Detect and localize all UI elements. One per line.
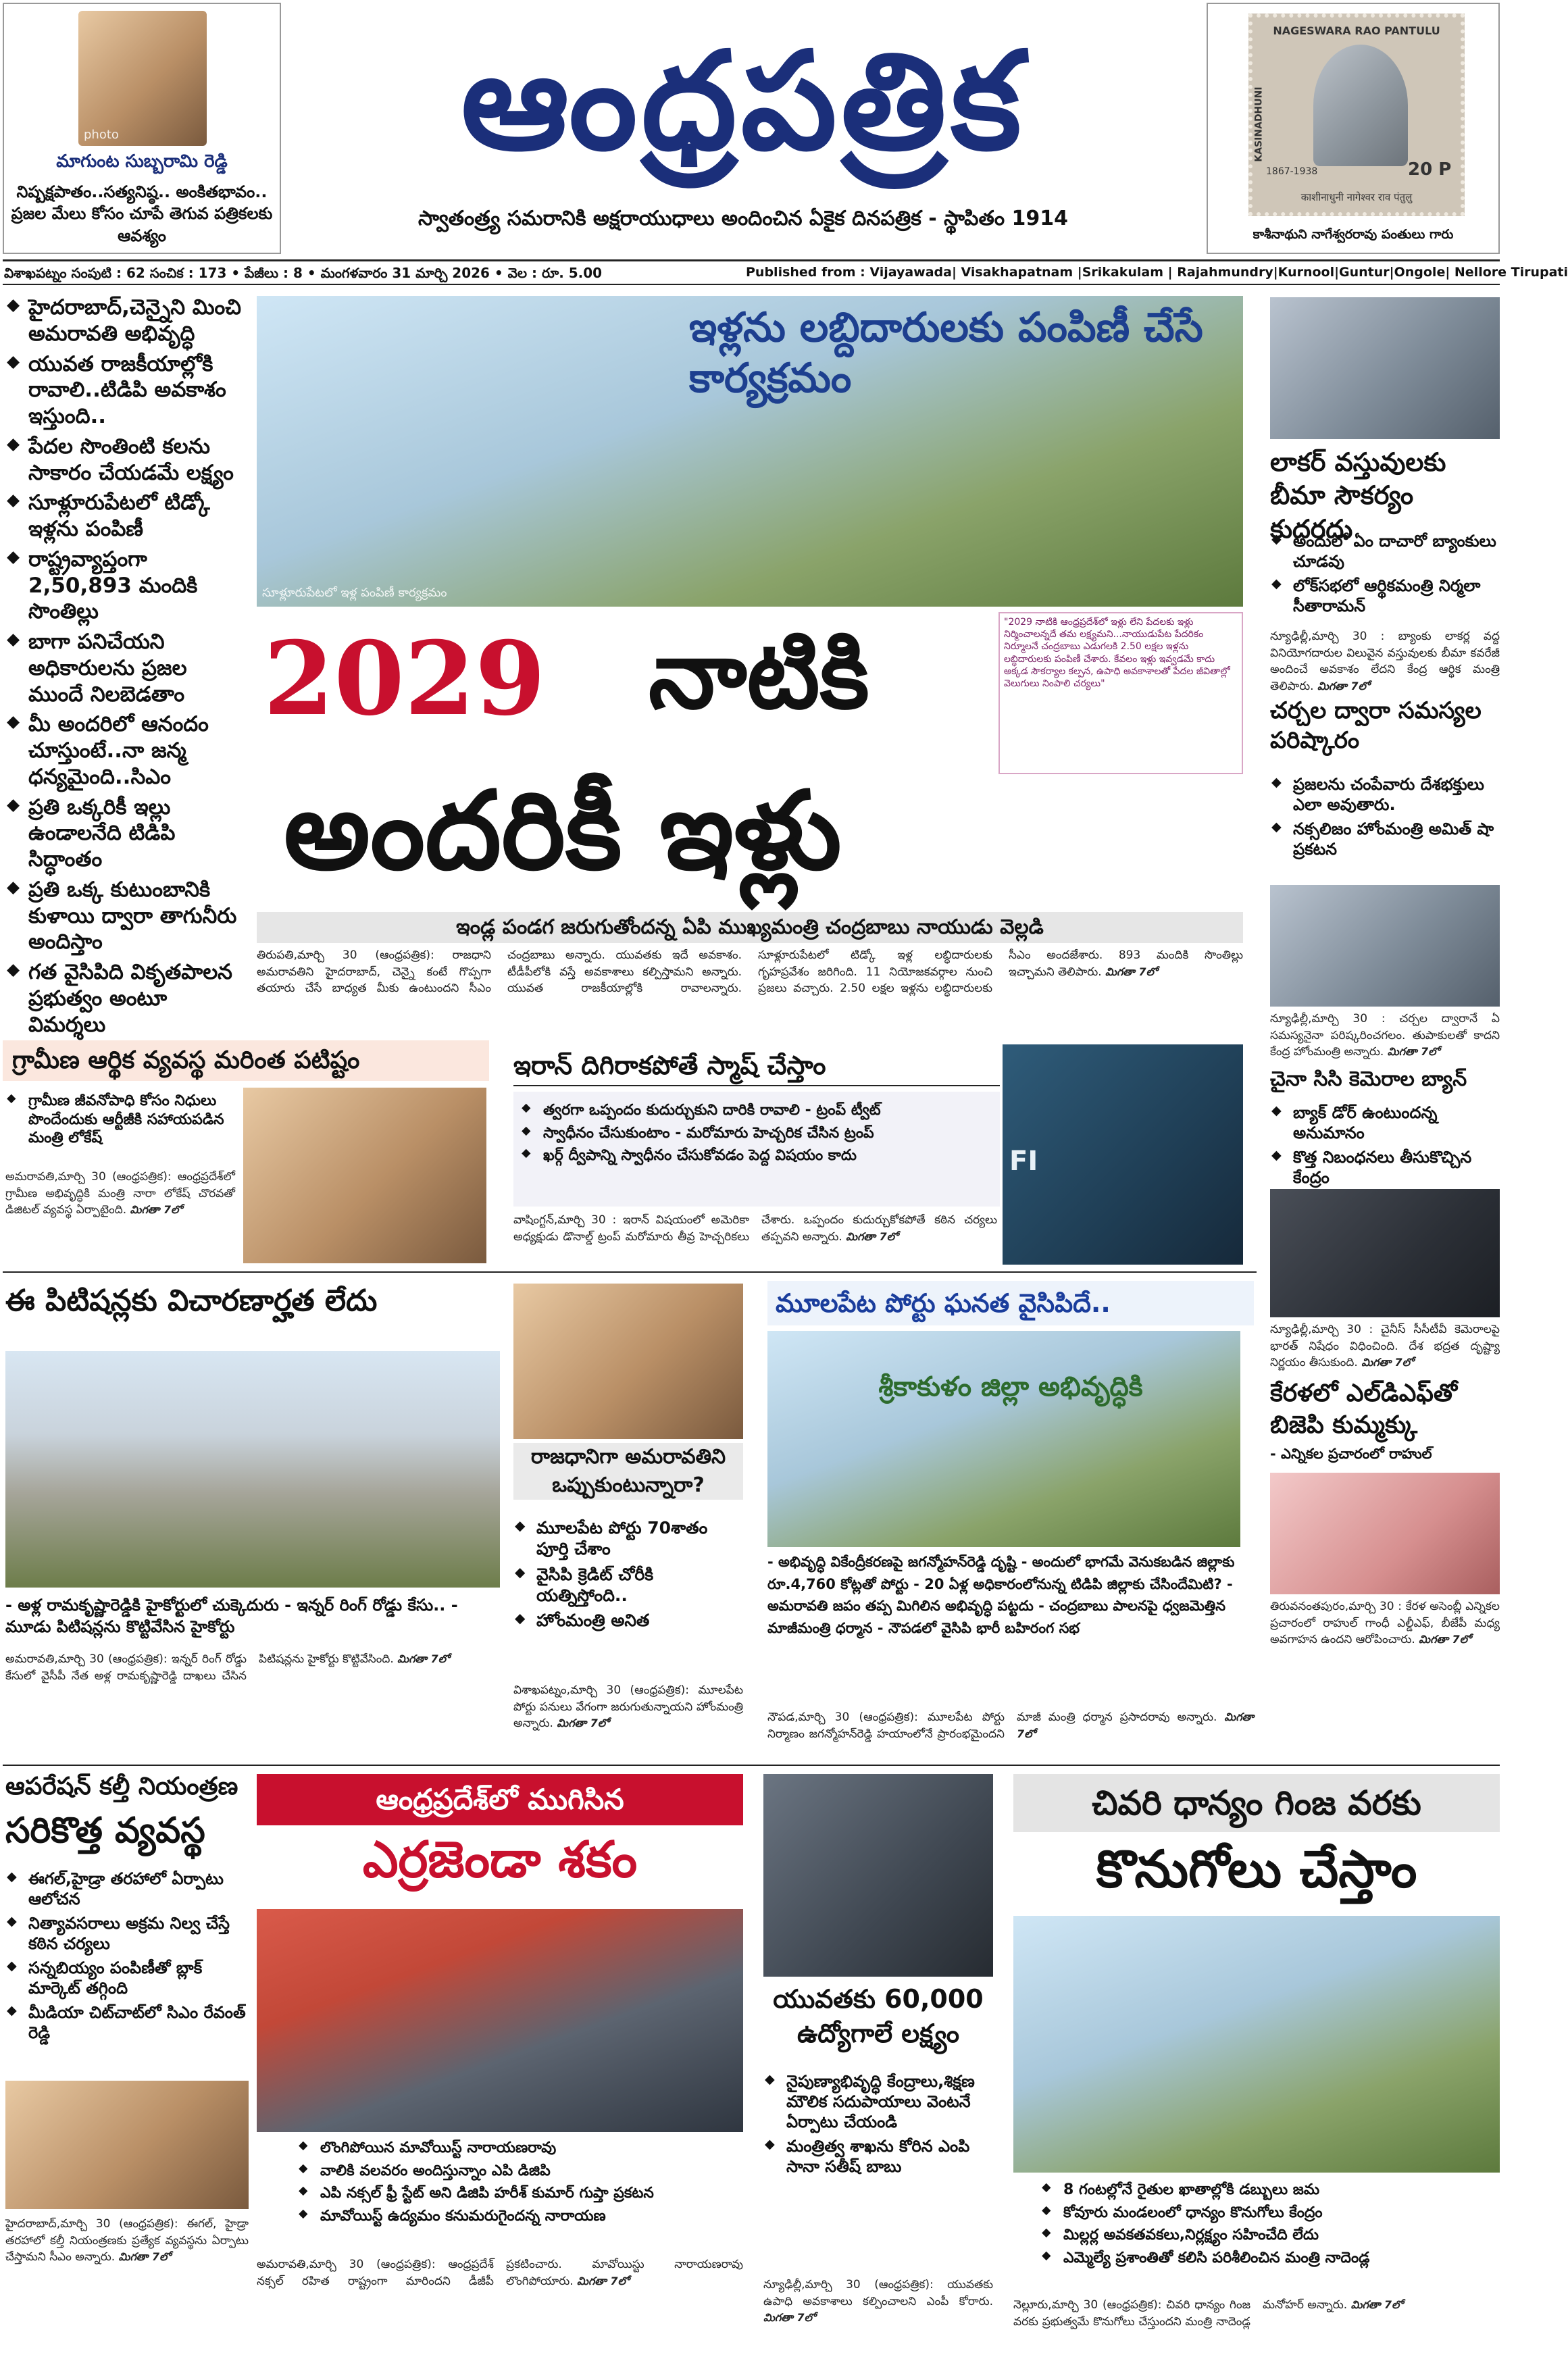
list-item: ◆ ఈగల్,హైడ్రా తరహాలో ఏర్పాటు ఆలోచన	[5, 1869, 249, 1909]
trump-body-text: వాషింగ్టన్,మార్చి 30 : ఇరాన్ విషయంలో అమెరికా అధ్యక్షుడు డొనాల్డ్ ట్రంప్ మరోమారు తీవ్ర హెచ్చరికలు చేశారు. ఒప్పందం కుదుర్చుకోకపోతే కఠిన చర్యలు తప్పవని అన్నారు.	[513, 1213, 997, 1244]
cctv-photo	[1270, 1189, 1500, 1317]
ganja-headline2: సరికొత్త వ్యవస్థ	[5, 1810, 205, 1851]
list-item: ◆ గ్రామీణ జీవనోపాధి కోసం నిధులు పొందేందుకు ఆర్టీజీకి సహాయపడిన మంత్రి లోకేష్	[5, 1092, 235, 1148]
jobs-list	[763, 2067, 993, 2181]
naxal-list	[297, 2135, 743, 2229]
list-item: ◆ యువత రాజకీయాల్లోకి రావాలి..టిడిపి అవకాశం ఇస్తుంది..	[5, 351, 249, 430]
lokesh-list	[5, 1088, 235, 1152]
list-item: ◆ గత వైసిపిది వికృతపాలన ప్రభుత్వం అంటూ విమర్శలు	[5, 959, 249, 1038]
port-more: మిగతా 7లో	[1017, 1710, 1255, 1740]
right-more2: మిగతా 7లో	[1387, 1045, 1440, 1059]
petition-body	[5, 1651, 500, 1759]
list-item: ◆ నైపుణ్యాభివృద్ధి కేంద్రాలు,శిక్షణ మౌలిక సదుపాయాలు వెంటనే ఏర్పాటు చేయండి	[763, 2071, 993, 2132]
postage-stamp	[1248, 14, 1465, 216]
trump-body	[513, 1212, 997, 1265]
ganja-list	[5, 1865, 249, 2047]
ganja-headline1: ఆపరేషన్ కల్తీ నియంత్రణ	[5, 1773, 238, 1800]
list-item: ◆ హోంమంత్రి అనిత	[513, 1610, 743, 1631]
right-list3	[1270, 1098, 1500, 1192]
right-sub4: - ఎన్నికల ప్రచారంలో రాహుల్	[1270, 1446, 1432, 1462]
grain-body	[1013, 2297, 1500, 2351]
petition-body-text: అమరావతి,మార్చి 30 (ఆంధ్రపత్రిక): ఇన్నర్ రింగ్ రోడ్డు కేసులో వైసీపీ నేత అళ్ల రామకృష్ణారెడ్డి దాఖలు చేసిన పిటిషన్లను హైకోర్టు కొట్టివేసింది.	[5, 1652, 394, 1683]
anitha-list	[513, 1513, 743, 1635]
port-banner: శ్రీకాకుళం జిల్లా అభివృద్ధికి	[878, 1371, 1143, 1402]
trump-photo	[1003, 1044, 1243, 1265]
lead-body-text: తిరుపతి,మార్చి 30 (ఆంధ్రపత్రిక): రాజధాని అమరావతిని హైదరాబాద్, చెన్నై కంటే గొప్పగా తయారు చేసే బాధ్యత మీకు ఉంటుందని సీఎం చంద్రబాబు అన్నారు. యువతకు ఇదే అవకాశం. టీడీపీలోకి వస్తే అవకాశాలు కల్పిస్తామని అన్నారు. యువత రాజకీయాల్లోకి రావాలన్నారు. సూళ్లూరుపేటలో టిడ్కో ఇళ్ల లబ్ధిదారులకు గృహప్రవేశం జరిగింది. 11 నియోజకవర్గాల నుంచి ప్రజలు వచ్చారు. 2.50 లక్షల ఇళ్లను లబ్ధిదారులకు సీఎం అందజేశారు. 893 మందికి సొంతిల్లు ఇచ్చామని తెలిపారు.	[257, 948, 1243, 996]
port-body-text: నౌపడ,మార్చి 30 (ఆంధ్రపత్రిక): మూలపేట పోర్టు నిర్మాణం జగన్మోహన్‌రెడ్డి హయాంలోనే ప్రారంభమైందని మాజీ మంత్రి ధర్మాన ప్రసాదరావు అన్నారు.	[767, 1710, 1217, 1741]
stamp-top: NAGESWARA RAO PANTULU	[1273, 24, 1440, 37]
right-head1: లాకర్ వస్తువులకు బీమా సౌకర్యం కుదరదు	[1270, 447, 1446, 544]
list-item: ◆ ఎపి నక్సల్ ఫ్రీ స్టేట్ అని డిజిపి హరీశ్ కుమార్ గుప్తా ప్రకటన	[297, 2184, 743, 2203]
list-item: ◆ రాష్ట్రవ్యాప్తంగా 2,50,893 మందికి సొంతిల్లు	[5, 547, 249, 625]
right-head2: చర్చల ద్వారా సమస్యల పరిష్కారం	[1270, 697, 1482, 755]
list-item: ◆ వాలికి వలవరం అందిస్తున్నాం ఎపి డిజిపి	[297, 2162, 743, 2181]
list-item: ◆ మావోయిస్ట్ ఉద్యమం కనుమరుగైందన్న నారాయణ	[297, 2207, 743, 2226]
port-lines: - అభివృద్ధి వికేంద్రీకరణపై జగన్మోహన్‌రెడ్డి దృష్టి - అందులో భాగమే వెనుకబడిన జిల్లాకు రూ.4,760 కోట్లతో పోర్టు - 20 ఏళ్ల అధికారంలోనున్న టిడిపి జిల్లాకు చేసిందేమిటి? - అమరావతి జపం తప్ప మిగిలిన అభివృద్ధి పట్టదు - చంద్రబాబు పాలనపై ధ్వజమెత్తిన మాజీమంత్రి ధర్మాన - నౌపడలో వైసిపి భారీ బహిరంగ సభ	[767, 1554, 1235, 1636]
anitha-photo	[513, 1284, 743, 1439]
masthead-tagline: స్వాతంత్ర్య సమరానికి అక్షరాయుధాలు అందించిన ఏకైక దినపత్రిక - స్థాపితం 1914	[418, 207, 1068, 230]
lead-quote: "2029 నాటికి ఆంధ్రప్రదేశ్‌లో ఇళ్లు లేని పేదలకు ఇళ్లు నిర్మించాలన్నదే తమ లక్ష్యమని...నాయుడుపేట పేదరికం నిర్మూలనే చంద్రబాబు ఎడుగలకి 2.50 లక్షల ఇళ్లను లబ్ధిదారులకు పంపిణీ చేశారు. కేవలం ఇళ్లు ఇవ్వడమే కాదు అక్కడ సౌకర్యాల కల్పన, ఉపాధి అవకాశాలతో పేదల జీవితాల్లో వెలుగులు నింపాలి చర్యలు"	[1004, 617, 1230, 689]
ganja-more: మిగతా 7లో	[118, 2250, 171, 2264]
list-item: ◆ ప్రతి ఒక్క కుటుంబానికి కుళాయి ద్వారా తాగునీరు అందిస్తాం	[5, 877, 249, 955]
stamp-caption: కాశీనాథుని నాగేశ్వరరావు పంతులు గారు	[1253, 227, 1454, 242]
photo-label: photo	[84, 128, 119, 142]
dateline-left: విశాఖపట్నం సంపుటి : 62 సంచిక : 173 • పేజీలు : 8 • మంగళవారం 31 మార్చి 2026 • వెల : రూ. 5.00	[4, 265, 603, 281]
list-item: ◆ నిత్యావసరాలు అక్రమ నిల్వ చేస్తే కఠిన చర్యలు	[5, 1913, 249, 1954]
naxal-photo	[257, 1909, 743, 2132]
masthead-title: ఆంధ్రపత్రిక	[461, 22, 1026, 180]
list-item: ◆ మిల్లర్ల అవకతవకలు,నిర్లక్ష్యం సహించేది లేదు	[1040, 2226, 1500, 2245]
right-body4	[1270, 1598, 1500, 1659]
list-item: ◆ లొంగిపోయిన మావోయిస్ట్ నారాయణరావు	[297, 2139, 743, 2158]
right-more4: మిగతా 7లో	[1419, 1633, 1471, 1646]
list-item: ◆ మీడియా చిట్‌చాట్‌లో సిఎం రేవంత్ రెడ్డి	[5, 2002, 249, 2043]
lokesh-body	[5, 1169, 235, 1270]
lead-photo-caption: సూళ్లూరుపేటలో ఇళ్ల పంపిణీ కార్యక్రమం	[262, 586, 447, 600]
jobs-body	[763, 2277, 993, 2351]
ganja-body-text: హైదరాబాద్,మార్చి 30 (ఆంధ్రపత్రిక): ఈగల్, హైడ్రా తరహాలో కల్తీ నియంత్రణకు ప్రత్యేక వ్యవస్థను ఏర్పాటు చేస్తామని సీఎం అన్నారు.	[5, 2217, 249, 2264]
right-head3: చైనా సిసి కెమెరాల బ్యాన్	[1270, 1067, 1467, 1091]
amit-shah-photo	[1270, 885, 1500, 1007]
anitha-more: మిగతా 7లో	[557, 1717, 609, 1730]
lokesh-photo	[243, 1088, 486, 1263]
right-head4: కేరళలో ఎల్‌డిఎఫ్‌తో బిజెపి కుమ్మక్కు	[1270, 1379, 1458, 1439]
list-item: ◆ నక్సలిజం హోంమంత్రి అమిత్ షా ప్రకటన	[1270, 819, 1500, 859]
masthead-left-box	[3, 3, 281, 254]
founder-name: మాగుంట సుబ్బరామి రెడ్డి	[56, 151, 228, 172]
stamp-portrait	[1313, 45, 1408, 166]
trump-list-box	[513, 1092, 1000, 1207]
lead-word2: అందరికీ ఇళ్లు	[284, 767, 842, 894]
lead-body	[257, 947, 1243, 1034]
stamp-years: 1867-1938	[1266, 166, 1318, 177]
list-item: ◆ బాగా పనిచేయని అధికారులను ప్రజల ముందే నిలబెడతాం	[5, 629, 249, 707]
founder-photo	[78, 11, 207, 146]
dateline-right: Published from : Vijayawada| Visakhapatnam |Srikakulam | Rajahmundry|Kurnool|Guntur|Ongole| Nellore Tirupati	[746, 265, 1568, 280]
grain-headline1: చివరి ధాన్యం గింజ వరకు	[1013, 1774, 1500, 1832]
lead-quote-box	[998, 612, 1243, 774]
naxal-kicker: ఆంధ్రప్రదేశ్‌లో ముగిసిన	[257, 1774, 743, 1825]
right-column	[1270, 290, 1500, 1804]
lead-subhead: ఇండ్ల పండగ జరుగుతోందన్న ఏపి ముఖ్యమంత్రి చంద్రబాబు నాయుడు వెల్లడి	[257, 912, 1243, 943]
list-item: ◆ ప్రజలను చంపేవారు దేశభక్తులు ఎలా అవుతారు.	[1270, 774, 1500, 815]
naxal-more: మిగతా 7లో	[577, 2274, 629, 2287]
lead-word1: నాటికి	[649, 620, 869, 730]
jobs-headline: యువతకు 60,000 ఉద్యోగాలే లక్ష్యం	[773, 1984, 984, 2049]
lead-more: మిగతా 7లో	[1105, 965, 1157, 978]
list-item: ◆ ఎమ్మెల్యే ప్రశాంతితో కలిసి పరిశీలించిన మంత్రి నాదెండ్ల	[1040, 2249, 1500, 2268]
grain-photo	[1013, 1916, 1500, 2173]
left-bullet-list	[5, 295, 249, 1038]
list-item: ◆ హైదరాబాద్,చెన్నైని మించి అమరావతి అభివృద్ధి	[5, 295, 249, 347]
right-more3: మిగతా 7లో	[1361, 1356, 1414, 1369]
lokesh-more: మిగతా 7లో	[130, 1203, 182, 1217]
list-item: ◆ త్వరగా ఒప్పందం కుదుర్చుకుని దారికి రావాలి - ట్రంప్ ట్వీట్	[520, 1101, 993, 1120]
grain-more: మిగతా 7లో	[1350, 2298, 1403, 2311]
rahul-photo	[1270, 1473, 1500, 1594]
right-body3-text: న్యూఢిల్లీ,మార్చి 30 : చైనీస్ సీసీటీవీ కెమెరాలపై భారత్ నిషేధం విధించింది. దేశ భద్రత దృష్ట్యా నిర్ణయం తీసుకుంది.	[1270, 1323, 1500, 1370]
grain-body-text: నెల్లూరు,మార్చి 30 (ఆంధ్రపత్రిక): చివరి ధాన్యం గింజ వరకు ప్రభుత్వమే కొనుగోలు చేస్తుందని మంత్రి నాదెండ్ల మనోహర్ అన్నారు.	[1013, 2298, 1348, 2329]
lead-year: 2029	[263, 619, 546, 738]
list-item: ◆ స్వాధీనం చేసుకుంటాం - మరోమారు హెచ్చరిక చేసిన ట్రంప్	[520, 1124, 993, 1143]
right-body1-text: న్యూఢిల్లీ,మార్చి 30 : బ్యాంకు లాకర్ల వద్ద వినియోగదారుల విలువైన వస్తువులకు బీమా కవరేజీ అందించే అవకాశం లేదని కేంద్ర ఆర్థిక మంత్రి తెలిపారు.	[1270, 630, 1500, 693]
mp-photo	[763, 1774, 993, 1977]
parliament-photo	[1270, 297, 1500, 439]
list-item: ◆ 8 గంటల్లోనే రైతుల ఖాతాల్లోకి డబ్బులు జమ	[1040, 2181, 1500, 2200]
stamp-value: 20 P	[1408, 159, 1452, 180]
port-body	[767, 1709, 1254, 1759]
section-rule-2	[3, 1765, 1500, 1766]
right-body3	[1270, 1321, 1500, 1371]
high-court-photo	[5, 1351, 500, 1588]
grain-list	[1040, 2177, 1500, 2271]
stamp-bottom: काशीनाधुनी नागेश्वर राव पंतुलु	[1300, 191, 1413, 203]
right-body1	[1270, 628, 1500, 693]
list-item: ◆ కోవూరు మండలంలో ధాన్యం కొనుగోలు కేంద్రం	[1040, 2204, 1500, 2223]
right-list2	[1270, 770, 1500, 863]
list-item: ◆ పేదల సొంతింటి కలను సాకారం చేయడమే లక్ష్యం	[5, 434, 249, 486]
list-item: ◆ ఖర్గ్ ద్వీపాన్ని స్వాధీనం చేసుకోవడం పెద్ద విషయం కాదు	[520, 1146, 993, 1165]
list-item: ◆ వైసిపి క్రెడిట్ చోరీకి యత్నిస్తోంది..	[513, 1564, 743, 1606]
petition-more: మిగతా 7లో	[397, 1652, 450, 1665]
list-item: ◆ అందులో ఏం దాచారో బ్యాంకులు చూడవు	[1270, 531, 1500, 572]
trump-headline: ఇరాన్ దిగిరాకపోతే స్మాష్ చేస్తాం	[513, 1044, 1000, 1086]
founder-quote: నిష్పక్షపాతం..సత్యనిష్ఠ.. అంకితభావం.. ప్రజల మేలు కోసం చూపే తెగువ పత్రికలకు ఆవశ్యం	[11, 182, 273, 245]
list-item: ◆ ప్రతి ఒక్కరికీ ఇల్లు ఉండాలనేది టిడిపి సిద్ధాంతం	[5, 794, 249, 873]
revanth-photo	[5, 2081, 249, 2209]
naxal-headline: ఎర్రజెండా శకం	[362, 1831, 638, 1889]
petition-headline: ఈ పిటిషన్లకు విచారణార్హత లేదు	[5, 1284, 378, 1318]
jobs-more: మిగతా 7లో	[763, 2311, 815, 2325]
right-more1: మిగతా 7లో	[1317, 679, 1369, 692]
list-item: ◆ లోక్‌సభలో ఆర్థికమంత్రి నిర్మలా సీతారామన్	[1270, 576, 1500, 616]
list-item: ◆ మూలపేట పోర్టు 70శాతం పూర్తి చేశాం	[513, 1517, 743, 1560]
left-bullet-column	[5, 290, 249, 1037]
trump-photo-text: FI	[1009, 1146, 1038, 1177]
port-photo	[767, 1331, 1240, 1547]
lead-photo	[257, 296, 1243, 607]
list-item: ◆ కొత్త నిబంధనలు తీసుకొచ్చిన కేంద్రం	[1270, 1147, 1500, 1188]
section-rule-1	[3, 1271, 1257, 1273]
list-item: ◆ సన్నబియ్యం పంపిణీతో బ్లాక్ మార్కెట్ తగ్గింది	[5, 1958, 249, 1998]
right-body2	[1270, 1011, 1500, 1058]
lead-banner: ఇళ్లను లబ్దిదారులకు పంపిణీ చేసే కార్యక్రమం	[689, 304, 1203, 402]
anitha-headline: రాజధానిగా అమరావతిని ఒప్పుకుంటున్నారా?	[513, 1443, 743, 1500]
right-body2-text: న్యూఢిల్లీ,మార్చి 30 : చర్చల ద్వారానే ఏ సమస్యనైనా పరిష్కరించగలం. తుపాకులతో కాదని కేంద్ర హోంమంత్రి అన్నారు.	[1270, 1012, 1500, 1059]
anitha-body	[513, 1682, 743, 1756]
naxal-body-text: అమరావతి,మార్చి 30 (ఆంధ్రపత్రిక): ఆంధ్రప్రదేశ్ నక్సల్ రహిత రాష్ట్రంగా మారిందని డీజీపీ ప్రకటించారు. మావోయిస్టు నారాయణరావు లొంగిపోయారు.	[257, 2258, 743, 2288]
ganja-body	[5, 2216, 249, 2351]
stamp-box	[1207, 3, 1500, 254]
list-item: ◆ మీ అందరిలో ఆనందం చూస్తుంటే..నా జన్మ ధన్యమైంది..సిఎం	[5, 711, 249, 790]
dateline-rule-bottom	[3, 284, 1500, 285]
list-item: ◆ మంత్రిత్వ శాఖను కోరిన ఎంపి సానా సతీష్ బాబు	[763, 2136, 993, 2177]
naxal-body	[257, 2256, 743, 2351]
petition-caption: - అళ్ల రామకృష్ణారెడ్డికి హైకోర్టులో చుక్కెదురు - ఇన్నర్ రింగ్ రోడ్డు కేసు.. - మూడు పిటిషన్లను కొట్టివేసిన హైకోర్టు	[5, 1596, 458, 1637]
trump-list	[513, 1092, 1000, 1175]
right-body4-text: తిరువనంతపురం,మార్చి 30 : కేరళ అసెంబ్లీ ఎన్నికల ప్రచారంలో రాహుల్ గాంధీ ఎల్డీఎఫ్, బీజేపీ మధ్య అవగాహన ఉందని ఆరోపించారు.	[1270, 1600, 1500, 1647]
jobs-body-text: న్యూఢిల్లీ,మార్చి 30 (ఆంధ్రపత్రిక): యువతకు ఉపాధి అవకాశాలు కల్పించాలని ఎంపీ కోరారు.	[763, 2278, 993, 2308]
trump-more: మిగతా 7లో	[846, 1230, 899, 1243]
lokesh-body-text: అమరావతి,మార్చి 30 (ఆంధ్రపత్రిక): ఆంధ్రప్రదేశ్‌లో గ్రామీణ అభివృద్ధికి మంత్రి నారా లోకేష్ చొరవతో డిజిటల్ వ్యవస్థ ఏర్పాటైంది.	[5, 1170, 235, 1217]
anitha-body-text: విశాఖపట్నం,మార్చి 30 (ఆంధ్రపత్రిక): మూలపేట పోర్టు పనులు వేగంగా జరుగుతున్నాయని హోంమంత్రి అన్నారు.	[513, 1683, 743, 1731]
list-item: ◆ బ్యాక్ డోర్ ఉంటుందన్న అనుమానం	[1270, 1103, 1500, 1143]
dateline-rule-top	[3, 259, 1500, 261]
list-item: ◆ సూళ్లూరుపేటలో టిడ్కో ఇళ్లను పంపిణీ	[5, 490, 249, 542]
port-headline: మూలపేట పోర్టు ఘనత వైసిపిదే..	[767, 1281, 1254, 1325]
lokesh-headline: గ్రామీణ ఆర్థిక వ్యవస్థ మరింత పటిష్టం	[3, 1040, 489, 1081]
stamp-side: KASINADHUNI	[1253, 86, 1265, 162]
grain-headline2: కొనుగోలు చేస్తాం	[1096, 1839, 1417, 1899]
right-list1	[1270, 527, 1500, 620]
